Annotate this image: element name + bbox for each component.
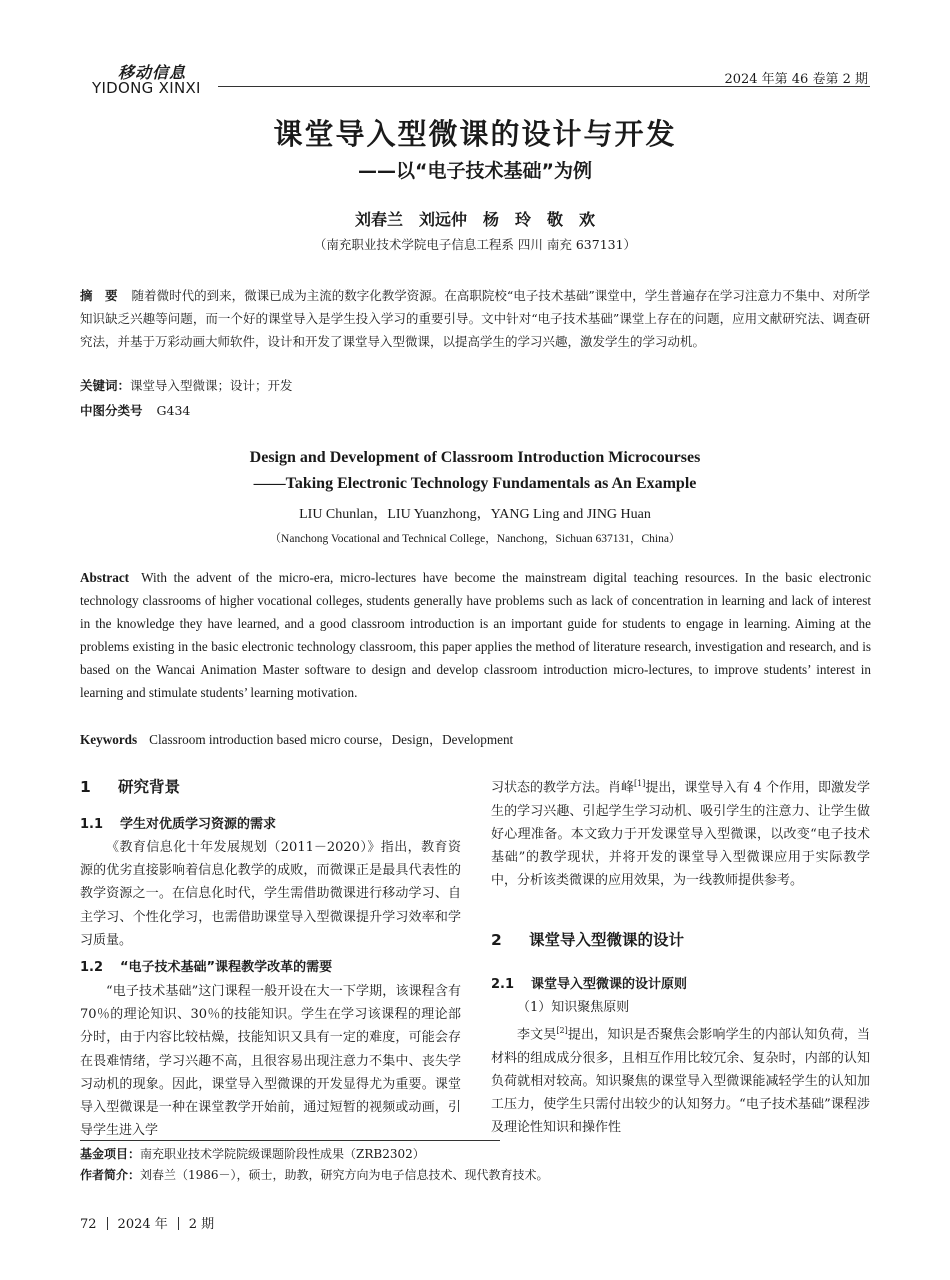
- section-1-1-heading: 1.1 学生对优质学习资源的需求: [80, 817, 277, 832]
- abstract-cn-label: 摘 要: [80, 288, 118, 303]
- keywords-en-label: Keywords: [80, 732, 138, 747]
- citation-ref: [2]: [556, 1026, 568, 1035]
- authors-cn: 刘春兰 刘远仲 杨 玲 敬 欢: [354, 210, 595, 229]
- principle-1-label: （1）知识聚焦原则: [517, 1000, 630, 1015]
- author-bio: 作者简介：刘春兰（1986－），硕士，助教，研究方向为电子信息技术、现代教育技术。: [80, 1168, 549, 1182]
- clc-number: [80, 401, 190, 419]
- paragraph-2: “电子技术基础”这门课程一般开设在大一下学期，该课程含有 70％的理论知识、30％的技能知识。学生在学习该课程的理论部分时，由于内容比较枯燥，技能知识又具有一定的难度，可能会存在畏难情绪，学习兴趣不高，且很容易出现注意力不集中、丧失学习动机的现象。因此，课堂导入型微课的开发显得尤为重要。课堂导入型微课是一种在课堂教学开始前，通过短暂的视频或动画，引导学生进入学: [80, 984, 461, 1139]
- abstract-en-text: With the advent of the micro-era, micro-lectures have become the mainstream digital teaching resources. In the basic electronic technology classrooms of higher vocational colleges, students generally have problems such as lack of concentration in learning and lack of interest in the knowledge they have learned, and a good classroom introduction is an important guide for students to engage in learning. Aiming at the problems existing in the basic electronic technology classroom, this paper applies the method of literature research, investigation and research, and is based on the Wancai Animation Master software to design and develop classroom introduction micro-lectures, to improve students’ interest in learning and stimulate students’ learning motivation.: [80, 570, 871, 700]
- funding-note: 基金项目：南充职业技术学院院级课题阶段性成果（ZRB2302）: [80, 1147, 425, 1161]
- issue-info: 2024 年第 46 卷第 2 期: [724, 72, 868, 87]
- clc-label: 中图分类号: [80, 403, 143, 418]
- abstract-en-label: Abstract: [80, 570, 130, 585]
- keywords-cn: [80, 376, 293, 394]
- citation-ref: [1]: [634, 779, 646, 788]
- abstract-en: [80, 566, 871, 704]
- subtitle-en: ——Taking Electronic Technology Fundamentals as An Example: [253, 475, 697, 492]
- keywords-cn-text: 课堂导入型微课；设计；开发: [130, 378, 293, 393]
- section-2-1-heading: 2.1 课堂导入型微课的设计原则: [491, 977, 688, 992]
- paragraph-4: 李文昊[2]提出，知识是否聚焦会影响学生的内部认知负荷，当材料的组成成分很多，且相互作用比较冗余、复杂时，内部的认知负荷就相对较高。知识聚焦的课堂导入型微课能减轻学生的认知加工压力，使学生只需付出较少的认知努力。“电子技术基础”课程涉及理论性知识和操作性: [491, 1026, 870, 1136]
- affiliation-cn: （南充职业技术学院电子信息工程系 四川 南充 637131）: [313, 237, 637, 252]
- paragraph-3: 习状态的教学方法。肖峰[1]提出，课堂导入有 4 个作用，即激发学生的学习兴趣、引起学生学习动机、吸引学生的注意力、让学生做好心理准备。本文致力于开发课堂导入型微课，以改变“电子技术基础”的教学现状，并将开发的课堂导入型微课应用于实际教学中，分析该类微课的应用效果，为一线教师提供参考。: [491, 779, 870, 889]
- affiliation-en: （Nanchong Vocational and Technical College，Nanchong，Sichuan 637131，China）: [269, 533, 681, 545]
- clc-value: G434: [156, 403, 191, 418]
- page-number: 72: [80, 1217, 97, 1232]
- paper-title: 课堂导入型微课的设计与开发: [273, 117, 677, 151]
- footnote-rule: [80, 1140, 500, 1141]
- keywords-cn-label: 关键词：: [80, 378, 131, 393]
- section-1-heading: 1 研究背景: [80, 778, 181, 796]
- paper-subtitle: ——以“电子技术基础”为例: [358, 160, 592, 182]
- abstract-cn-text: 随着微时代的到来，微课已成为主流的数字化教学资源。在高职院校“电子技术基础”课堂中，学生普遍存在学习注意力不集中、对所学知识缺乏兴趣等问题，而一个好的课堂导入是学生投入学习的重要引导。文中针对“电子技术基础”课堂上存在的问题，应用文献研究法、调查研究法，并基于万彩动画大师软件，设计和开发了课堂导入型微课，以提高学生的学习兴趣，激发学生的学习动机。: [80, 288, 870, 349]
- authors-en: LIU Chunlan，LIU Yuanzhong，YANG Ling and JING Huan: [299, 507, 651, 522]
- title-en: Design and Development of Classroom Introduction Microcourses: [249, 449, 701, 466]
- journal-logo-cn: 移动信息: [118, 63, 187, 82]
- paragraph-1: 《教育信息化十年发展规划（2011－2020）》指出，教育资源的优劣直接影响着信息化教学的成败，而微课正是最具代表性的教学资源之一。在信息化时代，学生需借助微课进行移动学习、自主学习、个性化学习，也需借助课堂导入型微课提升学习效率和学习质量。: [80, 840, 461, 948]
- section-1-2-heading: 1.2 “电子技术基础”课程教学改革的需要: [80, 960, 333, 975]
- keywords-en-text: Classroom introduction based micro course，Design，Development: [149, 732, 514, 747]
- header-rule: [218, 86, 870, 87]
- keywords-en: [80, 729, 513, 748]
- abstract-cn: [80, 284, 870, 353]
- page-footer: [80, 1213, 214, 1232]
- section-2-heading: 2 课堂导入型微课的设计: [491, 931, 685, 949]
- footer-year: 2024 年: [117, 1217, 168, 1232]
- journal-logo-en: YIDONG XINXI: [92, 79, 201, 97]
- footer-issue: 2 期: [188, 1217, 215, 1232]
